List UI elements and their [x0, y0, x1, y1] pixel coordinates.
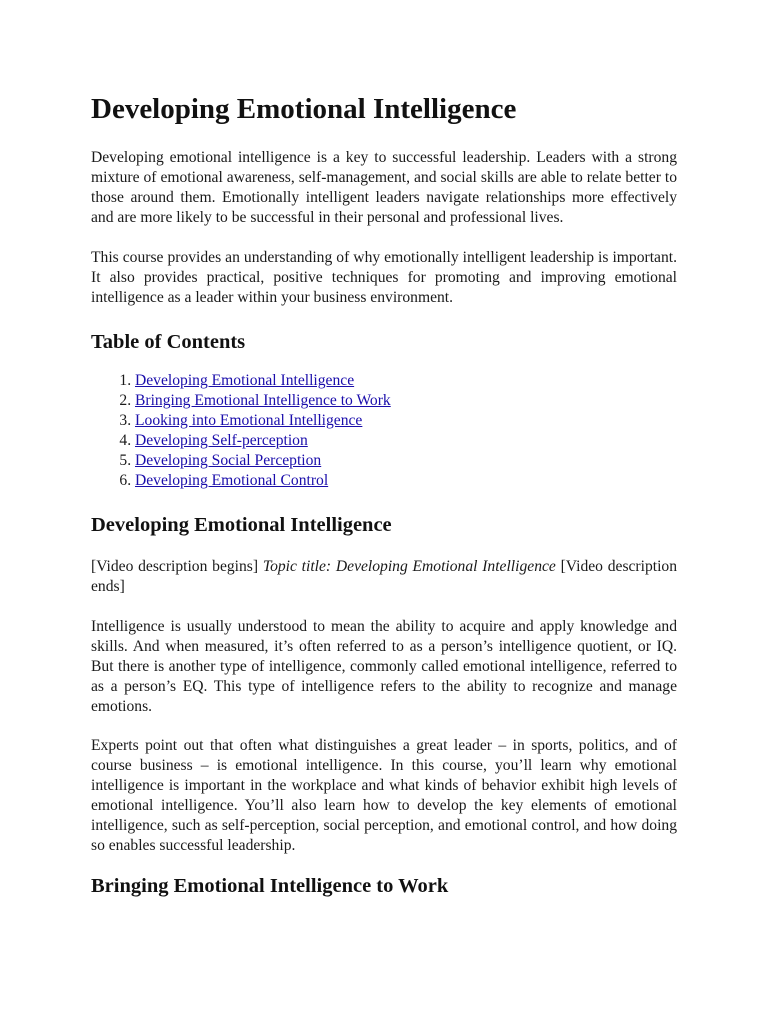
video-description	[91, 557, 677, 597]
toc-item	[135, 391, 677, 411]
toc-link-developing-social-perception[interactable]: Developing Social Perception	[135, 452, 322, 470]
page-title: Developing Emotional Intelligence	[91, 93, 517, 125]
video-description-begin: [Video description begins]	[91, 557, 259, 575]
section-heading-developing: Developing Emotional Intelligence	[91, 514, 392, 537]
toc-link-developing-emotional-control[interactable]: Developing Emotional Control	[135, 472, 329, 490]
toc-item	[135, 371, 677, 391]
toc-item	[135, 471, 677, 491]
toc-link-developing-emotional-intelligence[interactable]: Developing Emotional Intelligence	[135, 372, 355, 390]
section1-paragraph-1: Intelligence is usually understood to mean the ability to acquire and apply knowledge and skills. And when measured, it’s often referred to as a person’s intelligence quotient, or IQ. But there is another type of intelligence, commonly called emotional intelligence, referred to as a person’s EQ. This type of intelligence refers to the ability to recognize and manage emotions.	[91, 617, 677, 715]
section-heading-bringing: Bringing Emotional Intelligence to Work	[91, 874, 449, 897]
toc-link-looking-into-emotional-intelligence[interactable]: Looking into Emotional Intelligence	[135, 412, 363, 430]
toc-link-developing-self-perception[interactable]: Developing Self-perception	[135, 432, 308, 450]
table-of-contents	[91, 371, 677, 491]
intro-paragraph-2: This course provides an understanding of why emotionally intelligent leadership is important. It also provides practical, positive techniques for promoting and improving emotional intelligence as a leader within your business environment.	[91, 248, 677, 306]
toc-item	[135, 411, 677, 431]
video-description-end: [Video description ends]	[91, 557, 678, 595]
video-topic-title: Topic title: Developing Emotional Intelligence	[262, 557, 556, 575]
section1-paragraph-2: Experts point out that often what distinguishes a great leader – in sports, politics, and of course business – is emotional intelligence. In this course, you’ll learn why emotional intelligence is important in the workplace and what kinds of behavior exhibit high levels of emotional intelligence. You’ll also learn how to develop the key elements of emotional intelligence, such as self-perception, social perception, and emotional control, and how doing so enables successful leadership.	[91, 736, 677, 854]
toc-item	[135, 431, 677, 451]
toc-link-bringing-emotional-intelligence-to-work[interactable]: Bringing Emotional Intelligence to Work	[135, 392, 391, 410]
toc-heading: Table of Contents	[91, 330, 246, 353]
toc-item	[135, 451, 677, 471]
intro-paragraph-1: Developing emotional intelligence is a key to successful leadership. Leaders with a strong mixture of emotional awareness, self-management, and social skills are able to relate better to those around them. Emotionally intelligent leaders navigate relationships more effectively and are more likely to be successful in their personal and professional lives.	[91, 148, 677, 226]
